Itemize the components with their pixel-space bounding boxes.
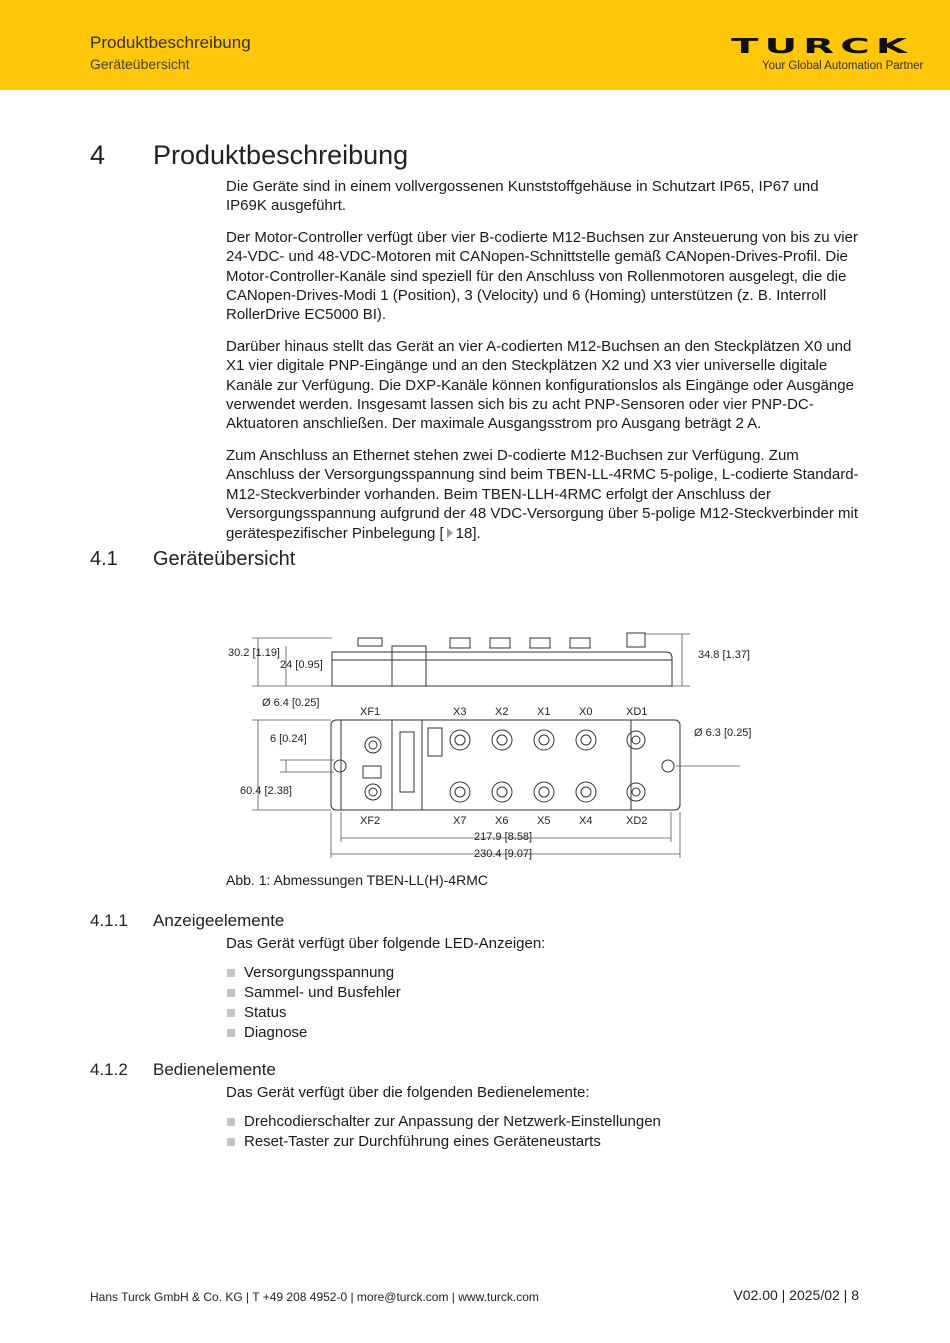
port-label-x7: X7 xyxy=(453,815,467,827)
dim-len-outer: 230.4 [9.07] xyxy=(474,848,533,860)
bullet-icon xyxy=(227,989,235,997)
subsubsection-title: Bedienelemente xyxy=(153,1060,276,1079)
footer-version: V02.00 | 2025/02 | 8 xyxy=(733,1287,859,1303)
bullet-icon xyxy=(227,1029,235,1037)
bullet-icon xyxy=(227,1138,235,1146)
list-item: Drehcodierschalter zur Anpassung der Netzwerk-Einstellungen xyxy=(226,1112,661,1132)
footer-contact: Hans Turck GmbH & Co. KG | T +49 208 4952-0 | more@turck.com | www.turck.com xyxy=(90,1290,539,1304)
list-item: Sammel- und Busfehler xyxy=(226,983,401,1003)
dim-height-inner: 24 [0.95] xyxy=(280,659,323,671)
subsection-title: Geräteübersicht xyxy=(153,548,296,570)
list-item: Diagnose xyxy=(226,1023,401,1043)
port-label-x5: X5 xyxy=(537,815,551,827)
header-tagline: Your Global Automation Partner xyxy=(762,60,924,72)
paragraph-ethernet xyxy=(226,446,862,543)
list-item: Reset-Taster zur Durchführung eines Geräteneustarts xyxy=(226,1132,661,1152)
turck-logo xyxy=(730,36,914,56)
port-label-x2: X2 xyxy=(495,706,509,718)
subsection-number: 4.1 xyxy=(90,548,118,570)
device-top-view xyxy=(331,720,680,810)
section-title: Produktbeschreibung xyxy=(153,140,409,170)
port-label-xf1: XF1 xyxy=(360,706,381,718)
dim-hole-right: Ø 6.3 [0.25] xyxy=(694,727,752,739)
svg-text:TURCK: TURCK xyxy=(731,36,913,56)
port-label-x0: X0 xyxy=(579,706,593,718)
list-item: Versorgungsspannung xyxy=(226,963,401,983)
paragraph: Darüber hinaus stellt das Gerät an vier A-codierten M12-Buchsen an den Steckplätzen X0 und X1 vier digitale PNP-Eingänge und an den Steckplätzen X2 und X3 vier universelle digitale Kanäle zur Verfügung. Die DXP-Kanäle können konfigurationslos als Eingänge oder Ausgänge verwendet werden. Insgesamt lassen sich bis zu acht PNP-Sensoren oder vier PNP-DC-Aktuatoren anschließen. Der maximale Ausgangsstrom pro Ausgang beträgt 2 A. xyxy=(226,337,854,433)
section-intro: Das Gerät verfügt über die folgenden Bedienelemente: xyxy=(226,1084,590,1101)
subsubsection-title: Anzeigeelemente xyxy=(153,911,285,930)
section-number: 4 xyxy=(90,140,106,170)
header-subtitle: Geräteübersicht xyxy=(90,56,190,72)
figure-caption: Abb. 1: Abmessungen TBEN-LL(H)-4RMC xyxy=(226,872,488,888)
port-label-x3: X3 xyxy=(453,706,467,718)
section-intro: Das Gerät verfügt über folgende LED-Anzeigen: xyxy=(226,935,546,952)
port-label-x1: X1 xyxy=(537,706,551,718)
header-title: Produktbeschreibung xyxy=(90,33,251,52)
dim-six: 6 [0.24] xyxy=(270,733,307,745)
bullet-icon xyxy=(227,1118,235,1126)
page-ref-link[interactable]: 18 xyxy=(455,524,473,542)
paragraph-text: Zum Anschluss an Ethernet stehen zwei D-codierte M12-Buchsen zur Verfügung. Zum Anschluss der Versorgungsspannung sind beim TBEN-LL-4RMC 5-polige, L-codierte Standard-M12-Steckverbinder vorhanden. Beim TBEN-LLH-4RMC erfolgt der Anschluss der Versorgungsspannung aufgrund der 48 VDC-Versorgung über 5-polige M12-Steckverbinder mit gerätespezifischer Pinbelegung xyxy=(226,446,859,542)
port-label-xf2: XF2 xyxy=(360,815,381,827)
dim-len-inner: 217.9 [8.58] xyxy=(474,831,533,843)
controls-list xyxy=(226,1112,661,1152)
dim-height-right: 34.8 [1.37] xyxy=(698,649,750,661)
device-side-view xyxy=(332,633,672,686)
bracket-close: ]. xyxy=(472,524,481,542)
subsubsection-number: 4.1.2 xyxy=(90,1060,128,1079)
section-body xyxy=(226,177,862,555)
dim-width-body: 60.4 [2.38] xyxy=(240,785,292,797)
dim-hole-left: Ø 6.4 [0.25] xyxy=(262,697,320,709)
subsubsection-number: 4.1.1 xyxy=(90,911,128,930)
page-header xyxy=(0,0,950,90)
bracket-open: [ xyxy=(439,524,444,542)
led-list xyxy=(226,963,401,1043)
paragraph: Der Motor-Controller verfügt über vier B-codierte M12-Buchsen zur Ansteuerung von bis zu vier 24-VDC- und 48-VDC-Motoren mit CANopen-Schnittstelle gemäß CANopen-Drives-Profil. Die Motor-Controller-Kanäle sind speziell für den Anschluss von Rollenmotoren ausgelegt, die die CANopen-Drives-Modi 1 (Position), 3 (Velocity) und 6 (Homing) unterstützen (z. B. Interroll RollerDrive EC5000 BI). xyxy=(226,228,858,324)
device-dimension-drawing xyxy=(220,620,760,870)
page-ref-arrow-icon xyxy=(447,528,453,538)
list-item: Status xyxy=(226,1003,401,1023)
port-label-xd2: XD2 xyxy=(626,815,648,827)
port-label-x6: X6 xyxy=(495,815,509,827)
port-label-x4: X4 xyxy=(579,815,593,827)
paragraph: Die Geräte sind in einem vollvergossenen Kunststoffgehäuse in Schutzart IP65, IP67 und IP69K ausgeführt. xyxy=(226,178,819,215)
port-label-xd1: XD1 xyxy=(626,706,648,718)
dim-height-total: 30.2 [1.19] xyxy=(228,647,280,659)
bullet-icon xyxy=(227,1009,235,1017)
dimension-labels xyxy=(228,647,751,860)
bullet-icon xyxy=(227,969,235,977)
